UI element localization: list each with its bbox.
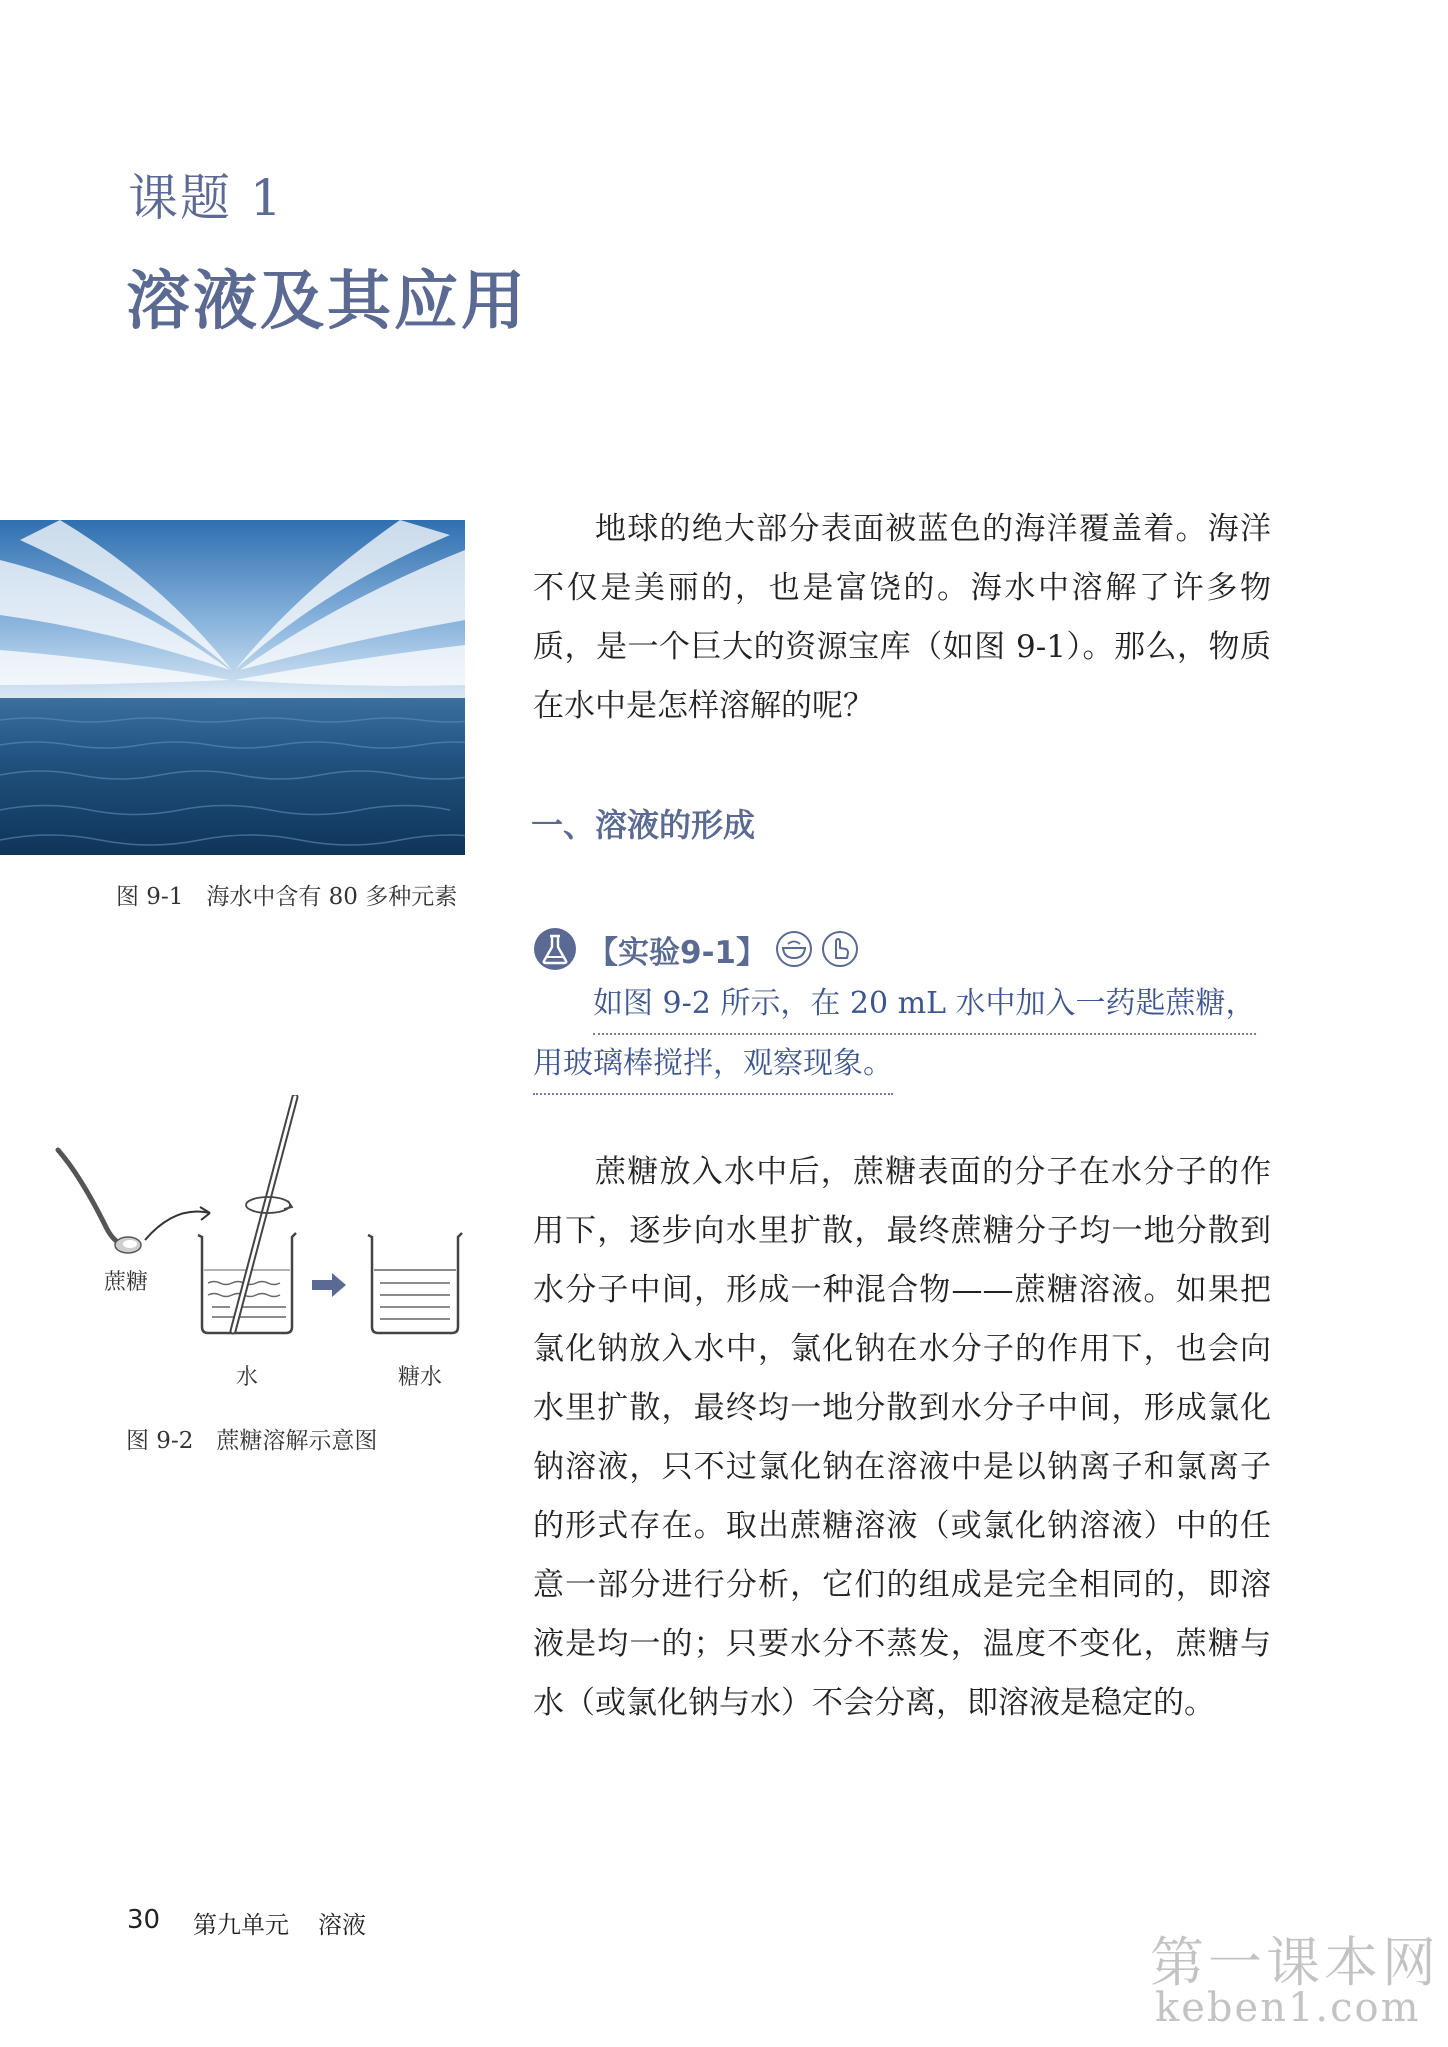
beaker-sugar-water [368,1233,462,1333]
section-heading: 一、溶液的形成 [531,806,756,844]
intro-paragraph [533,500,1271,736]
flask-icon [533,927,577,971]
ocean-photo [0,520,465,855]
watermark-url: keben1.com [1155,1985,1421,2031]
spoon-icon [58,1150,141,1253]
bowl-icon [775,930,813,968]
hand-icon [821,930,859,968]
experiment-text [533,975,1278,1095]
footer-section: 溶液 [318,1911,366,1939]
label-sugar-water: 糖水 [398,1365,443,1390]
page-number: 30 [127,1905,161,1935]
lesson-title: 溶液及其应用 [126,264,528,339]
lesson-number: 课题 1 [128,169,284,227]
label-sugar: 蔗糖 [104,1270,149,1295]
body-paragraph-text: 蔗糖放入水中后，蔗糖表面的分子在水分子的作用下，逐步向水里扩散，最终蔗糖分子均一地分散到水分子中间，形成一种混合物——蔗糖溶液。如果把氯化钠放入水中，氯化钠在水分子的作用下，也会向水里扩散，最终均一地分散到水分子中间，形成氯化钠溶液，只不过氯化钠在溶液中是以钠离子和氯离子的形式存在。取出蔗糖溶液（或氯化钠溶液）中的任意一部分进行分析，它们的组成是完全相同的，即溶液是均一的；只要水分不蒸发，温度不变化，蔗糖与水（或氯化钠与水）不会分离，即溶液是稳定的。 [533,1154,1271,1721]
footer-unit: 第九单元 [193,1911,289,1939]
experiment-line-2: 用玻璃棒搅拌，观察现象。 [533,1035,893,1095]
experiment-header [533,925,859,973]
experiment-label: 【实验9-1】 [587,934,768,971]
glass-rod [233,1097,295,1331]
figure-9-2-caption: 图 9-2 蔗糖溶解示意图 [126,1428,378,1454]
sugar-dissolving-diagram [50,1095,480,1395]
experiment-line-1: 如图 9-2 所示，在 20 mL 水中加入一药匙蔗糖， [593,975,1256,1035]
label-water: 水 [236,1365,259,1390]
intro-paragraph-text: 地球的绝大部分表面被蓝色的海洋覆盖着。海洋不仅是美丽的，也是富饶的。海水中溶解了许多物质，是一个巨大的资源宝库（如图 9-1）。那么，物质在水中是怎样溶解的呢？ [533,511,1271,724]
figure-9-1-caption: 图 9-1 海水中含有 80 多种元素 [116,884,458,910]
body-paragraph [533,1143,1271,1733]
watermark-site-name: 第一课本网 [1150,1931,1440,1994]
